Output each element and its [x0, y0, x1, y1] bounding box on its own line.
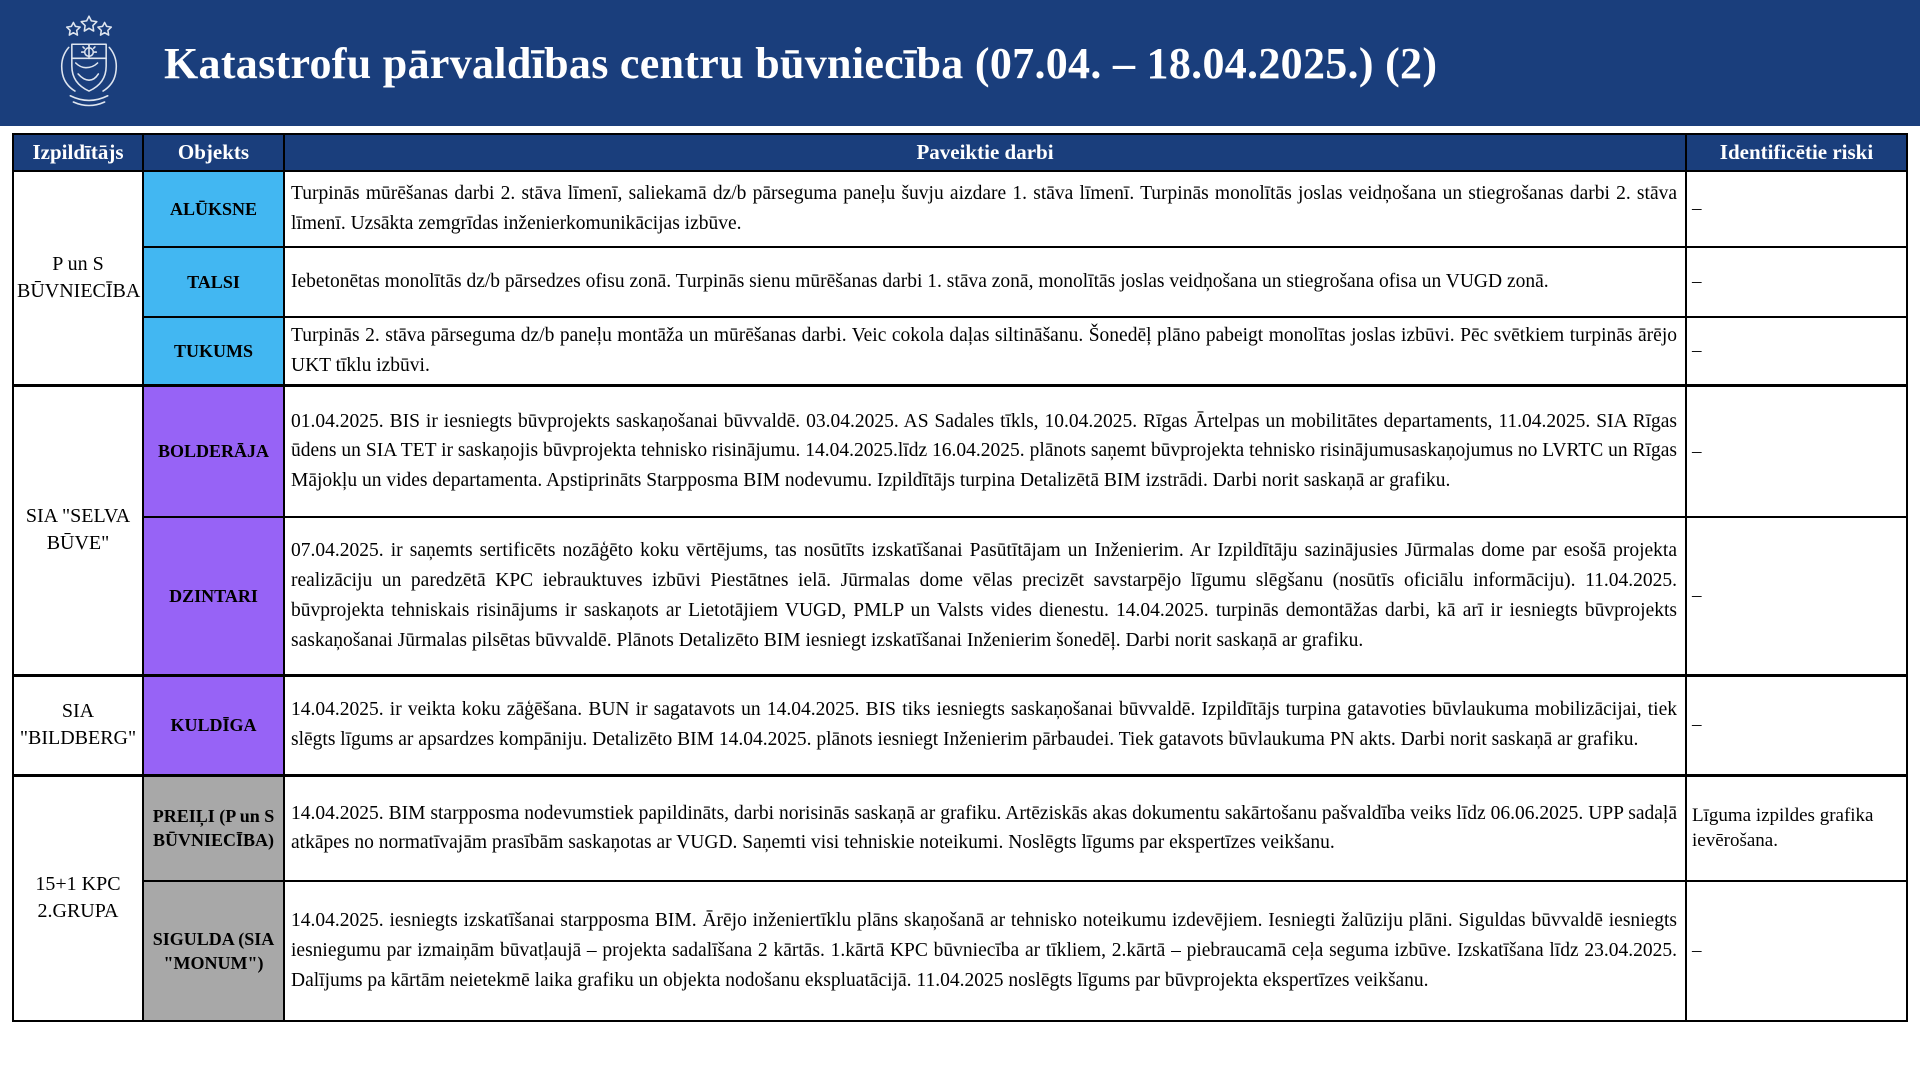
column-header-risks: Identificētie riski — [1686, 134, 1907, 171]
row-tukums — [13, 317, 1907, 385]
risk-cell-sigulda: – — [1686, 881, 1907, 1021]
row-bolderaja — [13, 385, 1907, 517]
risk-cell-kuldiga: – — [1686, 675, 1907, 775]
object-cell-dzintari: DZINTARI — [143, 517, 284, 675]
executor-cell-p-un-s-buvnieciba: P un S BŪVNIECĪBA — [13, 171, 143, 385]
row-sigulda — [13, 881, 1907, 1021]
works-cell-bolderaja: 01.04.2025. BIS ir iesniegts būvprojekts saskaņošanai būvvaldē. 03.04.2025. AS Sadales tīkls, 10.04.2025. Rīgas Ārtelpas un mobilitātes departaments, 11.04.2025. SIA Rīgas ūdens un SIA TET ir saskaņojis būvprojekta tehnisko risinājumu. 14.04.2025.līdz 16.04.2025. plānots saņemt būvprojekta tehnisko risinājumusaskaņojumus no LVRTC un Rīgas Mājokļu un vides departamenta. Apstiprināts Starpposma BIM nodevumu. Izpildītājs turpina Detalizētā BIM izstrādi. Darbi norit saskaņā ar grafiku. — [284, 385, 1686, 517]
works-cell-aluksne: Turpinās mūrēšanas darbi 2. stāva līmenī, saliekamā dz/b pārseguma paneļu šuvju aizdare 1. stāva līmenī. Turpinās monolītās joslas veidņošana un stiegrošanas darbi 2. stāva līmenī. Uzsākta zemgrīdas inženierkomunikācijas izbūve. — [284, 171, 1686, 247]
risk-cell-talsi: – — [1686, 247, 1907, 317]
object-cell-tukums: TUKUMS — [143, 317, 284, 385]
works-cell-talsi: Iebetonētas monolītās dz/b pārsedzes ofisu zonā. Turpinās sienu mūrēšanas darbi 1. stāva zonā, monolītās joslas veidņošana un stiegrošana ofisa un VUGD zonā. — [284, 247, 1686, 317]
header-bar — [0, 0, 1920, 126]
works-cell-dzintari: 07.04.2025. ir saņemts sertificēts nozāģēto koku vērtējums, tas nosūtīts izskatīšanai Pasūtītājam un Inženierim. Ar Izpildītāju sazinājusies Jūrmalas dome par esošā projekta realizāciju un paredzētā KPC iebrauktuves izbūvi Piestātnes ielā. Jūrmalas dome vēlas precizēt savstarpējo līgumu slēgšanu (nosūtīs oficiālu informāciju). 11.04.2025. būvprojekta tehniskais risinājums ir saskaņots ar Lietotājiem VUGD, PMLP un Valsts vides dienestu. 14.04.2025. turpinās demontāžas darbi, kā arī ir iesniegts būvprojekts saskaņošanai Jūrmalas pilsētas būvvaldē. Plānots Detalizēto BIM iesniegt izskatīšanai Inženierim šonedēļ. Darbi norit saskaņā ar grafiku. — [284, 517, 1686, 675]
object-cell-bolderaja: BOLDERĀJA — [143, 385, 284, 517]
object-cell-aluksne: ALŪKSNE — [143, 171, 284, 247]
latvia-coat-of-arms-logo — [50, 13, 128, 113]
object-cell-kuldiga: KULDĪGA — [143, 675, 284, 775]
construction-status-table — [12, 133, 1908, 1022]
object-cell-talsi: TALSI — [143, 247, 284, 317]
table-header-row — [13, 134, 1907, 171]
object-cell-sigulda: SIGULDA (SIA "MONUM") — [143, 881, 284, 1021]
row-preili — [13, 775, 1907, 881]
column-header-executor: Izpildītājs — [13, 134, 143, 171]
works-cell-preili: 14.04.2025. BIM starpposma nodevumstiek papildināts, darbi norisinās saskaņā ar grafiku. Artēziskās akas dokumentu sakārtošanu pašvaldība veiks līdz 06.06.2025. UPP sadaļā atkāpes no normatīvajām prasībām saskaņotas ar VUGD. Saņemti visi tehniskie noteikumi. Noslēgts līgums par ekspertīzes veikšanu. — [284, 775, 1686, 881]
works-cell-tukums: Turpinās 2. stāva pārseguma dz/b paneļu montāža un mūrēšanas darbi. Veic cokola daļas siltināšanu. Šonedēļ plāno pabeigt monolītas joslas izbūvi. Pēc svētkiem turpinās ārējo UKT tīklu izbūvi. — [284, 317, 1686, 385]
object-cell-preili: PREIĻI (P un S BŪVNIECĪBA) — [143, 775, 284, 881]
column-header-object: Objekts — [143, 134, 284, 171]
works-cell-kuldiga: 14.04.2025. ir veikta koku zāģēšana. BUN ir sagatavots un 14.04.2025. BIS tiks iesniegts saskaņošanai būvvaldē. Izpildītājs turpina gatavoties būvlaukuma mobilizācijai, tiek slēgts līgums ar apsardzes kompāniju. Detalizēto BIM 14.04.2025. plānots iesniegt Inženierim pārbaudei. Tiek gatavots būvlaukuma PN akts. Darbi norit saskaņā ar grafiku. — [284, 675, 1686, 775]
executor-cell-bildberg: SIA "BILDBERG" — [13, 675, 143, 775]
works-cell-sigulda: 14.04.2025. iesniegts izskatīšanai starpposma BIM. Ārējo inženiertīklu plāns skaņošanā ar tehnisko noteikumu izdevējiem. Iesniegti žalūziju plāni. Siguldas būvvaldē iesniegts iesniegumu par izmaiņām būvatļaujā – projekta sadalīšana 2 kārtās. 1.kārtā KPC būvniecība ar tīkliem, 2.kārtā – piebraucamā ceļa seguma izbūve. Izskatīšana līdz 23.04.2025. Dalījums pa kārtām neietekmē laika grafiku un objekta nodošanu ekspluatācijā. 11.04.2025 noslēgts līgums par būvprojekta ekspertīzes veikšanu. — [284, 881, 1686, 1021]
executor-cell-15plus1-kpc-2grupa: 15+1 KPC 2.GRUPA — [13, 775, 143, 1021]
row-dzintari — [13, 517, 1907, 675]
risk-cell-bolderaja: – — [1686, 385, 1907, 517]
risk-cell-aluksne: – — [1686, 171, 1907, 247]
row-talsi — [13, 247, 1907, 317]
risk-cell-preili: Līguma izpildes grafika ievērošana. — [1686, 775, 1907, 881]
executor-cell-selva-buve: SIA "SELVA BŪVE" — [13, 385, 143, 675]
risk-cell-tukums: – — [1686, 317, 1907, 385]
risk-cell-dzintari: – — [1686, 517, 1907, 675]
row-aluksne — [13, 171, 1907, 247]
page-title: Katastrofu pārvaldības centru būvniecība (07.04. – 18.04.2025.) (2) — [164, 38, 1438, 88]
row-kuldiga — [13, 675, 1907, 775]
column-header-works: Paveiktie darbi — [284, 134, 1686, 171]
